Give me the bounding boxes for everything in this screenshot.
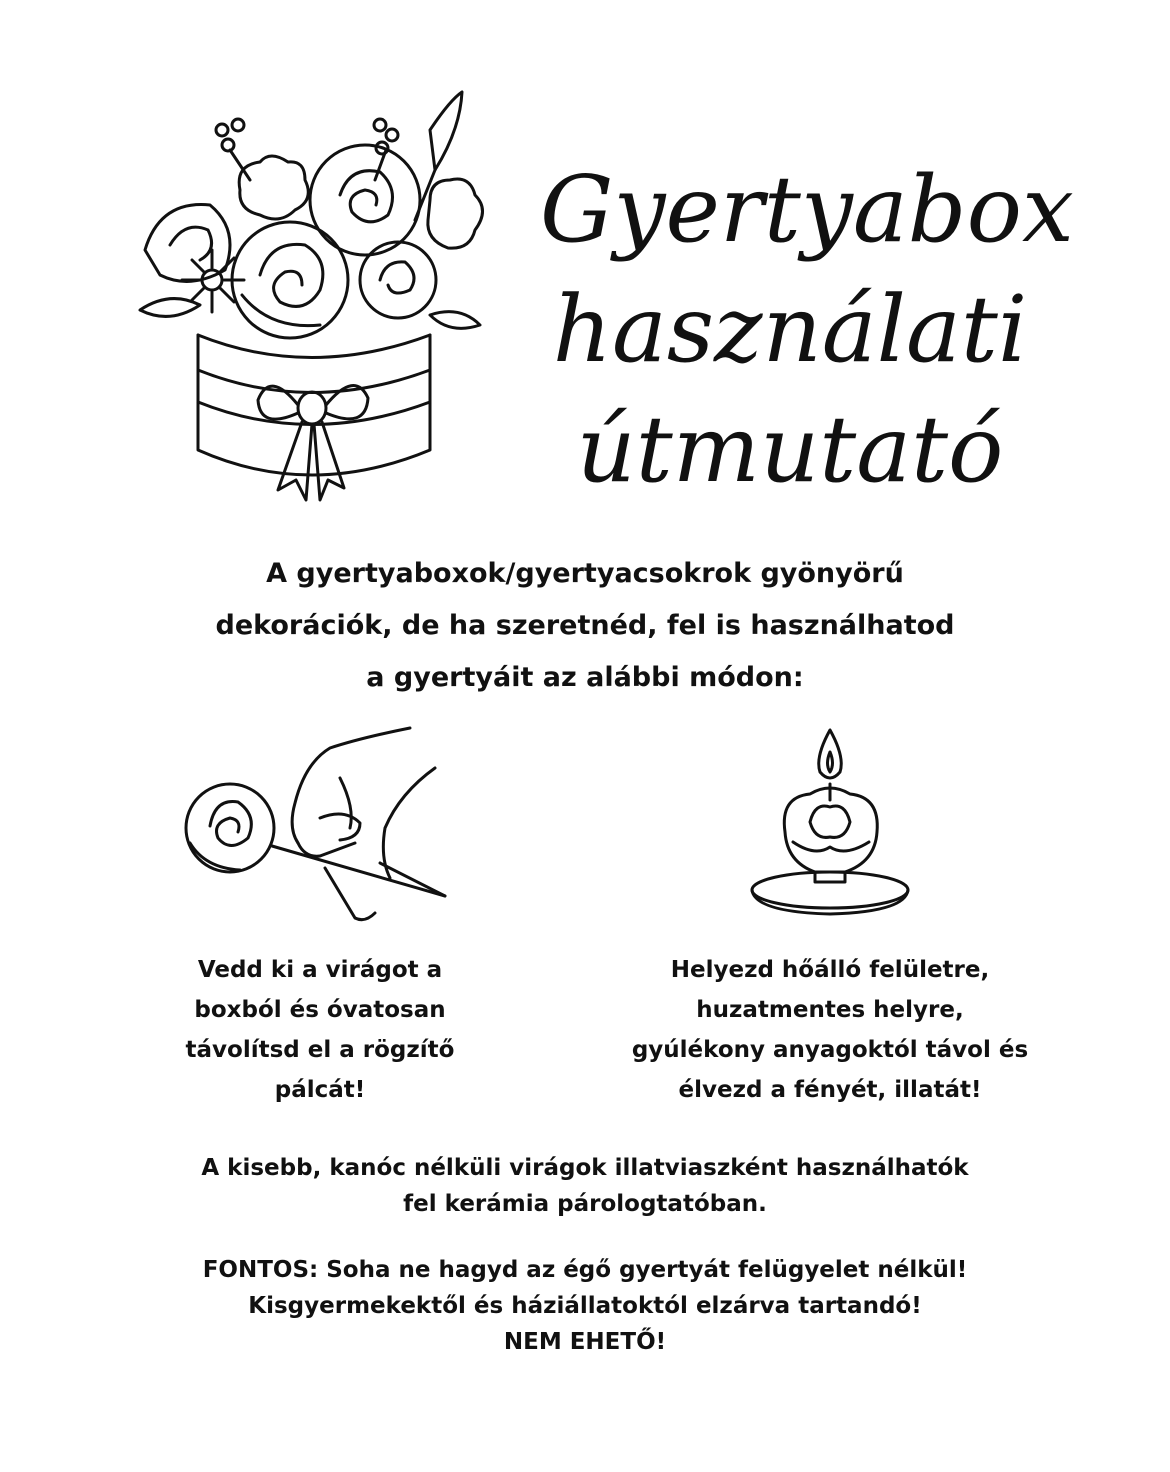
hand-holding-rose-icon bbox=[180, 718, 470, 928]
title-line: használati bbox=[552, 276, 1028, 383]
step-line: gyúlékony anyagoktól távol és bbox=[631, 1037, 1029, 1063]
title-line: Gyertyabox bbox=[540, 156, 1074, 263]
intro-line: dekorációk, de ha szeretnéd, fel is használhatod bbox=[215, 610, 955, 641]
intro-line: a gyertyáit az alábbi módon: bbox=[366, 662, 804, 693]
title-line: útmutató bbox=[576, 396, 1004, 503]
step-line: huzatmentes helyre, bbox=[696, 997, 964, 1023]
page-title bbox=[540, 150, 1074, 510]
step-place-candle bbox=[580, 950, 1080, 1110]
intro-line: A gyertyaboxok/gyertyacsokrok gyönyörű bbox=[266, 558, 904, 589]
step-line: távolítsd el a rögzítő bbox=[185, 1037, 455, 1063]
flower-box-icon bbox=[130, 80, 510, 510]
wax-note bbox=[120, 1150, 1050, 1222]
step-remove-flower bbox=[120, 950, 520, 1110]
step-line: élvezd a fényét, illatát! bbox=[678, 1077, 982, 1103]
step-line: boxból és óvatosan bbox=[194, 997, 446, 1023]
note-line: A kisebb, kanóc nélküli virágok illatviaszként használhatók bbox=[201, 1155, 969, 1181]
step-line: Helyezd hőálló felületre, bbox=[670, 957, 990, 983]
step-line: Vedd ki a virágot a bbox=[197, 957, 443, 983]
warning-line: NEM EHETŐ! bbox=[503, 1329, 667, 1355]
warning-note bbox=[120, 1252, 1050, 1360]
note-line: fel kerámia párologtatóban. bbox=[403, 1191, 767, 1217]
warning-line: FONTOS: Soha ne hagyd az égő gyertyát felügyelet nélkül! bbox=[202, 1257, 968, 1283]
rose-candle-on-dish-icon bbox=[745, 722, 915, 922]
warning-line: Kisgyermekektől és háziállatoktól elzárva tartandó! bbox=[248, 1293, 922, 1319]
step-line: pálcát! bbox=[274, 1077, 366, 1103]
intro-text bbox=[140, 548, 1030, 704]
